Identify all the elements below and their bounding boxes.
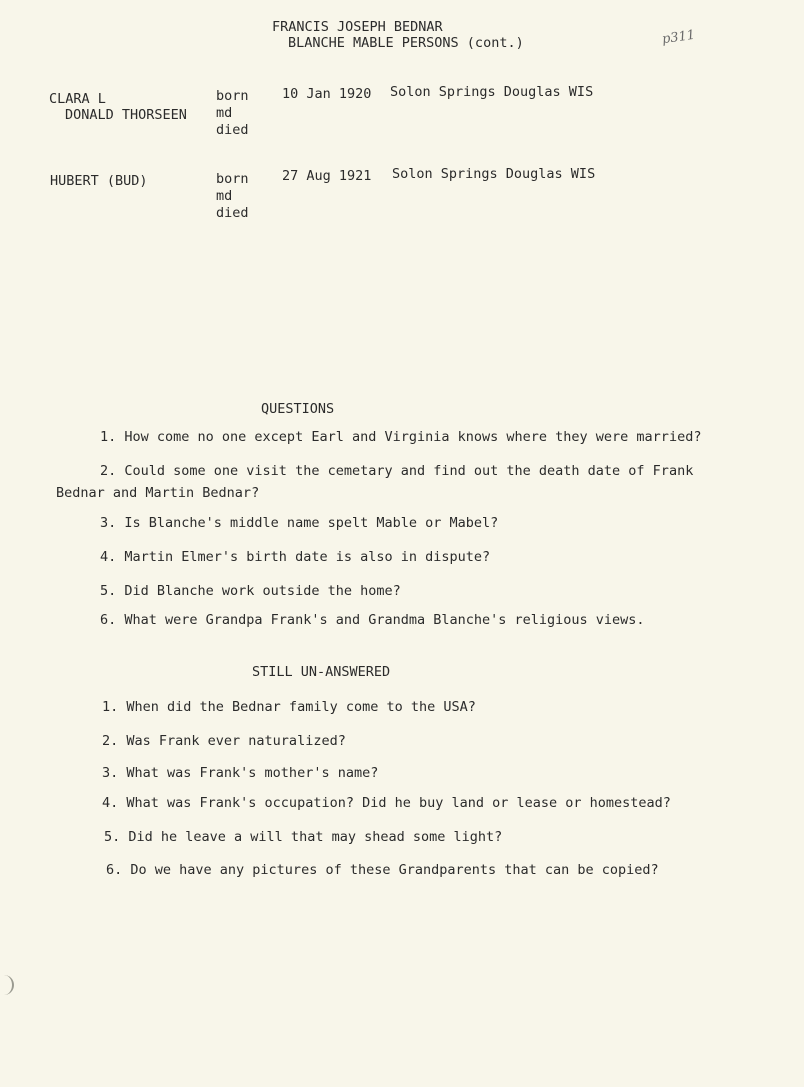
- record-name: CLARA L: [49, 91, 106, 107]
- unanswered-4: 4. What was Frank's occupation? Did he buy land or lease or homestead?: [102, 795, 671, 811]
- question-5: 5. Did Blanche work outside the home?: [100, 583, 401, 599]
- unanswered-heading: STILL UN-ANSWERED: [252, 664, 391, 680]
- record-label-md: md: [216, 105, 233, 121]
- record-label-died: died: [216, 122, 249, 138]
- unanswered-3: 3. What was Frank's mother's name?: [102, 765, 379, 781]
- record-born-date: 27 Aug 1921: [282, 168, 372, 184]
- record-label-born: born: [216, 88, 249, 104]
- record-label-born: born: [216, 171, 249, 187]
- question-2-continued: Bednar and Martin Bednar?: [56, 485, 260, 501]
- question-4: 4. Martin Elmer's birth date is also in dispute?: [100, 549, 491, 565]
- unanswered-5: 5. Did he leave a will that may shead some light?: [104, 829, 503, 845]
- record-born-date: 10 Jan 1920: [282, 86, 372, 102]
- header-subtitle: BLANCHE MABLE PERSONS (cont.): [288, 35, 524, 51]
- question-6: 6. What were Grandpa Frank's and Grandma Blanche's religious views.: [100, 612, 645, 628]
- record-label-died: died: [216, 205, 249, 221]
- questions-heading: QUESTIONS: [261, 401, 335, 417]
- question-1: 1. How come no one except Earl and Virginia knows where they were married?: [100, 429, 702, 445]
- header-title: FRANCIS JOSEPH BEDNAR: [272, 19, 443, 35]
- question-2: 2. Could some one visit the cemetary and find out the death date of Frank: [100, 463, 694, 479]
- record-spouse: DONALD THORSEEN: [65, 107, 187, 123]
- punch-hole-mark: [0, 975, 14, 995]
- unanswered-2: 2. Was Frank ever naturalized?: [102, 733, 346, 749]
- record-born-place: Solon Springs Douglas WIS: [392, 166, 596, 182]
- question-3: 3. Is Blanche's middle name spelt Mable or Mabel?: [100, 515, 499, 531]
- unanswered-1: 1. When did the Bednar family come to the USA?: [102, 699, 476, 715]
- unanswered-6: 6. Do we have any pictures of these Grandparents that can be copied?: [106, 862, 659, 878]
- handwritten-page-number: p311: [661, 27, 697, 48]
- record-label-md: md: [216, 188, 233, 204]
- record-born-place: Solon Springs Douglas WIS: [390, 84, 594, 100]
- record-name: HUBERT (BUD): [50, 173, 148, 189]
